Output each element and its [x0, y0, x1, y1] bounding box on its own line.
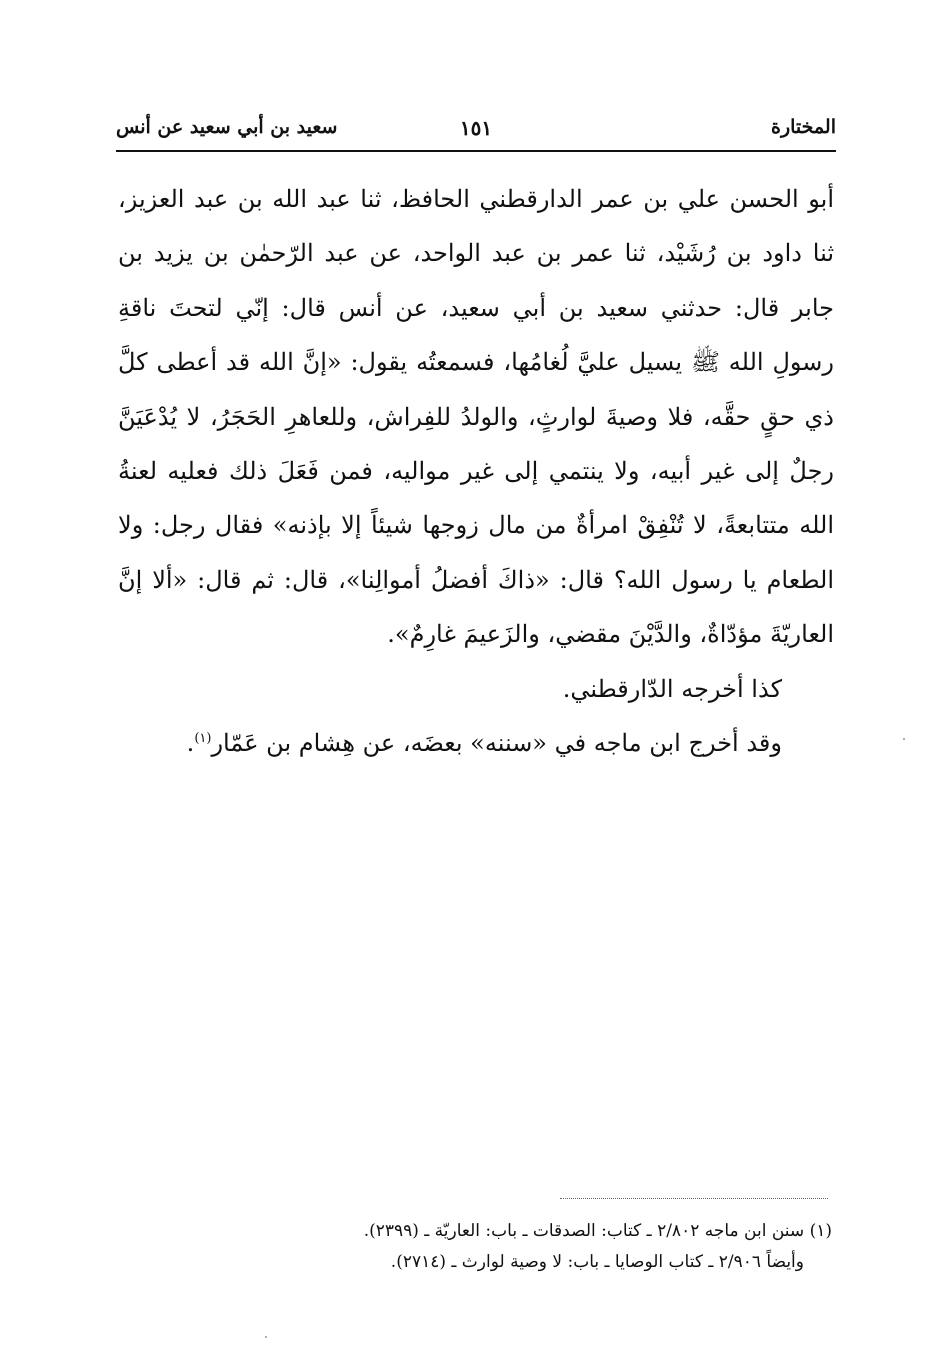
header-chapter-title: سعيد بن أبي سعيد عن أنس [116, 116, 338, 138]
footnote-ref[interactable]: (١) [194, 731, 212, 747]
takhrij-line: كذا أخرجه الدّارقطني. [562, 674, 782, 703]
page-number: ١٥١ [459, 116, 493, 140]
ibn-majah-line [118, 716, 834, 770]
ibn-majah-text: وقد أخرج ابن ماجه في «سننه» بعضَه، عن هِشام بن عَمّار [211, 729, 782, 758]
scan-speck [265, 1336, 267, 1338]
ibn-majah-end: . [186, 729, 195, 758]
footnote-separator [560, 1198, 828, 1199]
hadith-paragraph: أبو الحسن علي بن عمر الدارقطني الحافظ، ثنا عبد الله بن عبد العزيز، ثنا داود بن رُشَيْد، ثنا عمر بن عبد الواحد، عن عبد الرّحمٰن بن يزيد بن جابر قال: حدثني سعيد بن أبي سعيد، عن أنس قال: إنّي لتحتَ ناقةِ رسولِ الله ﷺ يسيل عليَّ لُغامُها، فسمعتُه يقول: «إنَّ الله قد أعطى كلَّ ذي حقٍ حقَّه، فلا وصيةَ لوارثٍ، والولدُ للفِراش، وللعاهرِ الحَجَرُ، لا يُدْعَيَنَّ رجلٌ إلى غير أبيه، ولا ينتمي إلى غير مواليه، فمن فَعَلَ ذلك فعليه لعنةُ الله متتابعةً، لا تُنْفِقْ امرأةٌ من مال زوجها شيئاً إلا بإذنه» فقال رجل: ولا الطعام يا رسول الله؟ قال: «ذاكَ أفضلُ أموالِنا»، قال: ثم قال: «ألا إنَّ العاريّةَ مؤدّاةٌ، والدَّيْنَ مقضي، والزَعيمَ غارِمٌ». [118, 185, 834, 649]
header-section-title: المختارة [771, 116, 836, 138]
scan-speck [903, 738, 905, 740]
running-header [116, 112, 836, 148]
footnotes [220, 1216, 832, 1278]
footnote-1-continued: وأيضاً ٢/٩٠٦ ـ كتاب الوصايا ـ باب: لا وصية لوارث ـ (٢٧١٤). [390, 1252, 804, 1272]
footnote-1: (١) سنن ابن ماجه ٢/٨٠٢ ـ كتاب: الصدقات ـ باب: العاريّة ـ (٢٣٩٩). [363, 1221, 832, 1241]
main-text [118, 172, 834, 770]
header-rule [116, 150, 836, 152]
